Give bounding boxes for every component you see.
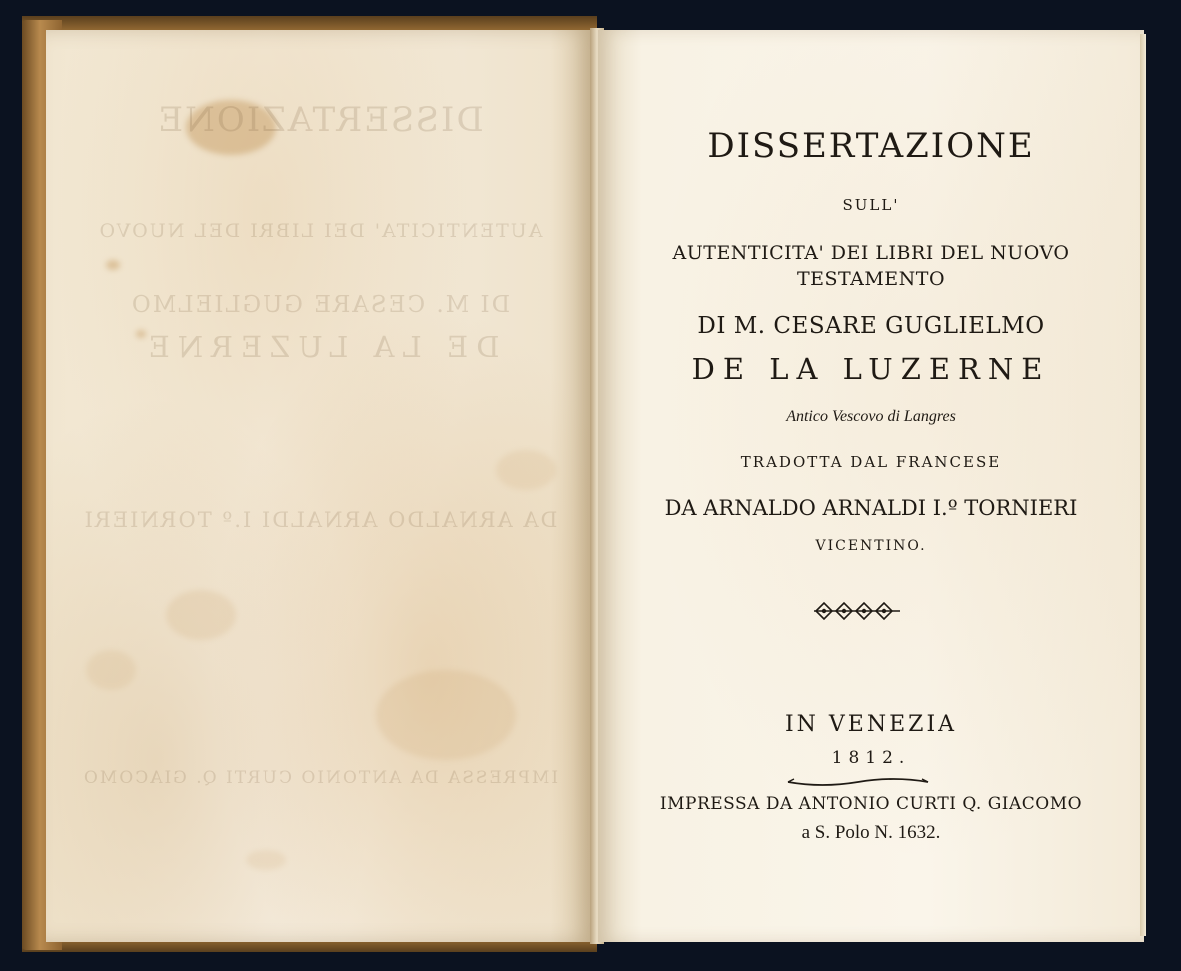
book-title: DISSERTAZIONE [707,126,1035,166]
show-through-author: DI M. CESARE GUGLIELMO [129,292,511,318]
show-through-printer: IMPRESSA DA ANTONIO CURTI Q. GIACOMO [81,768,559,788]
imprint-year: 1812. [831,748,911,768]
foxing-stain [166,590,236,640]
author-role: Antico Vescovo di Langres [786,408,956,425]
printer-line-1: IMPRESSA DA ANTONIO CURTI Q. GIACOMO [659,794,1083,814]
foxing-stain [496,450,556,490]
show-through-subject: AUTENTICITA' DEI LIBRI DEL NUOVO [97,220,543,242]
translator-name: DA ARNALDO ARNALDI I.º TORNIERI [664,496,1078,520]
show-through-translator: DA ARNALDO ARNALDI I.º TORNIERI [82,508,558,532]
foxing-stain [246,850,286,870]
show-through-author-2: DE LA LUZERNE [140,330,500,364]
imprint-place: IN VENEZIA [784,712,958,737]
printer-line-2: a S. Polo N. 1632. [801,822,941,843]
author-line-1: DI M. CESARE GUGLIELMO [697,313,1045,339]
title-page [598,30,1144,942]
printer-ornament-icon [814,599,900,623]
subject-line-1: AUTENTICITA' DEI LIBRI DEL NUOVO [672,242,1070,264]
foxing-stain [376,670,516,760]
translator-origin: VICENTINO. [815,538,927,554]
foxing-stain [106,260,120,270]
subject-line-2: TESTAMENTO [796,268,946,290]
show-through-title: DISSERTAZIONE [156,100,484,140]
left-page-verso [46,30,594,942]
decorative-rule-icon [786,776,930,788]
foxing-stain [86,650,136,690]
page-block-edge [1140,34,1146,936]
translation-line: TRADOTTA DAL FRANCESE [740,453,1002,471]
title-preposition: SULL' [842,196,900,214]
author-line-2: DE LA LUZERNE [691,352,1051,386]
